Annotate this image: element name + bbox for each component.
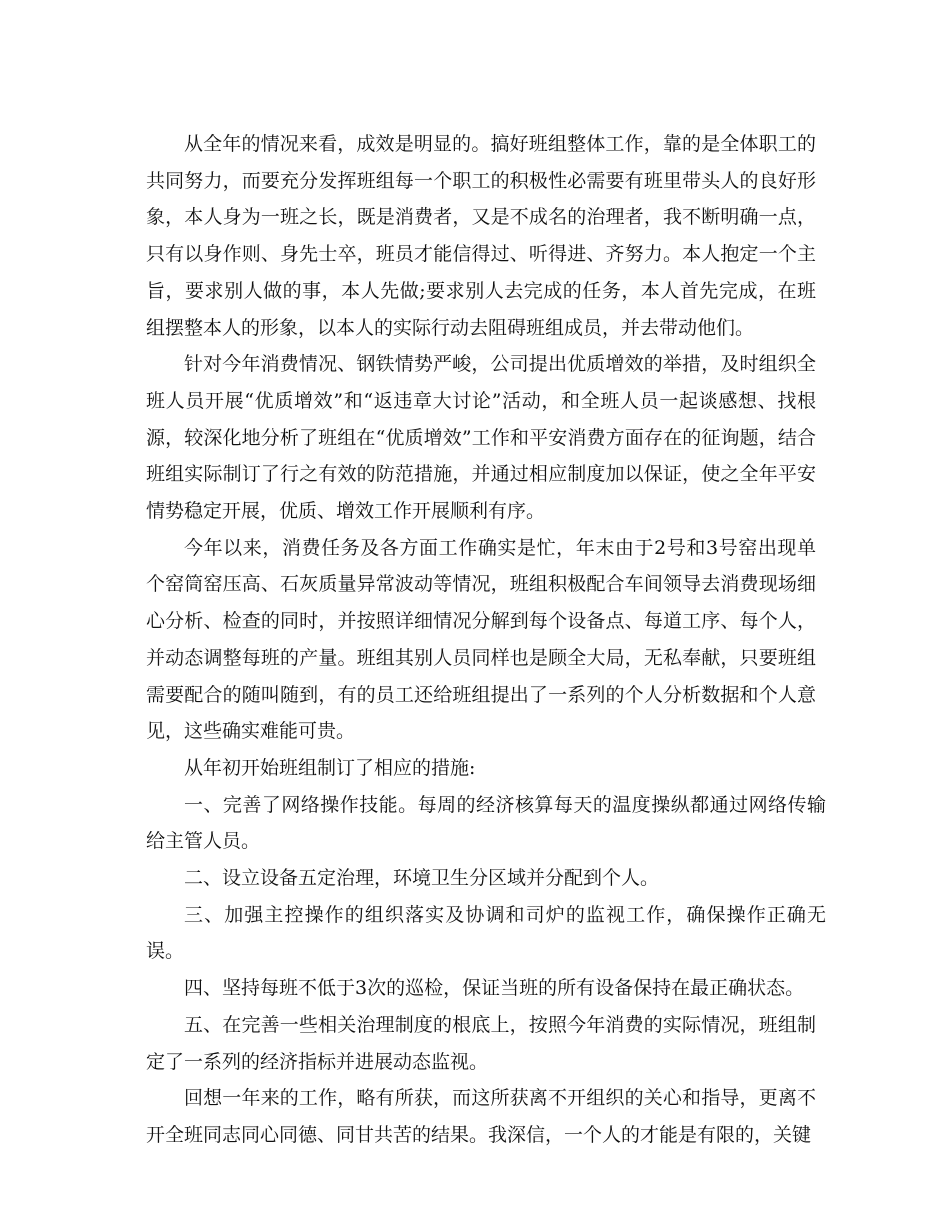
paragraph-leadership: 从全年的情况来看，成效是明显的。搞好班组整体工作，靠的是全体职工的共同努力，而要充分发挥班组每一个职工的积极性必需要有班里带头人的良好形象，本人身为一班之长，既是消费者，又是不成名的治理者，我不断明确一点，只有以身作则、身先士卒，班员才能信得过、听得进、齐努力。本人抱定一个主旨，要求别人做的事，本人先做;要求别人去完成的任务，本人首先完成，在班组摆整本人的形象，以本人的实际行动去阻碍班组成员，并去带动他们。 <box>146 133 816 339</box>
measure-item-2: 二、设立设备五定治理，环境卫生分区域并分配到个人。 <box>184 867 660 890</box>
measure-item-5: 五、在完善一些相关治理制度的根底上，按照今年消费的实际情况，班组制定了一系列的经济指标并进展动态监视。 <box>146 1013 816 1073</box>
paragraph-measures-intro: 从年初开始班组制订了相应的措施: <box>184 756 476 779</box>
measure-item-3: 三、加强主控操作的组织落实及协调和司炉的监视工作，确保操作正确无误。 <box>146 903 826 963</box>
paragraph-production-tasks: 今年以来，消费任务及各方面工作确实是忙，年末由于2号和3号窑出现单个窑筒窑压高、石灰质量异常波动等情况，班组积极配合车间领导去消费现场细心分析、检查的同时，并按照详细情况分解到每个设备点、每道工序、每个人，并动态调整每班的产量。班组其别人员同样也是顾全大局，无私奉献，只要班组需要配合的随叫随到，有的员工还给班组提出了一系列的个人分析数据和个人意见，这些确实难能可贵。 <box>146 536 816 743</box>
measure-item-4: 四、坚持每班不低于3次的巡检，保证当班的所有设备保持在最正确状态。 <box>184 977 805 1000</box>
paragraph-quality-campaign: 针对今年消费情况、钢铁情势严峻，公司提出优质增效的举措，及时组织全班人员开展“优质增效”和“返违章大讨论”活动，和全班人员一起谈感想、找根源，较深化地分析了班组在“优质增效”工作和平安消费方面存在的征询题，结合班组实际制订了行之有效的防范措施，并通过相应制度加以保证，使之全年平安情势稳定开展，优质、增效工作开展顺利有序。 <box>146 353 816 523</box>
paragraph-reflection: 回想一年来的工作，略有所获，而这所获离不开组织的关心和指导，更离不开全班同志同心同德、同甘共苦的结果。我深信，一个人的才能是有限的，关键 <box>146 1087 816 1146</box>
measure-item-1: 一、完善了网络操作技能。每周的经济核算每天的温度操纵都通过网络传输给主管人员。 <box>146 793 826 853</box>
document-body <box>146 126 826 1154</box>
